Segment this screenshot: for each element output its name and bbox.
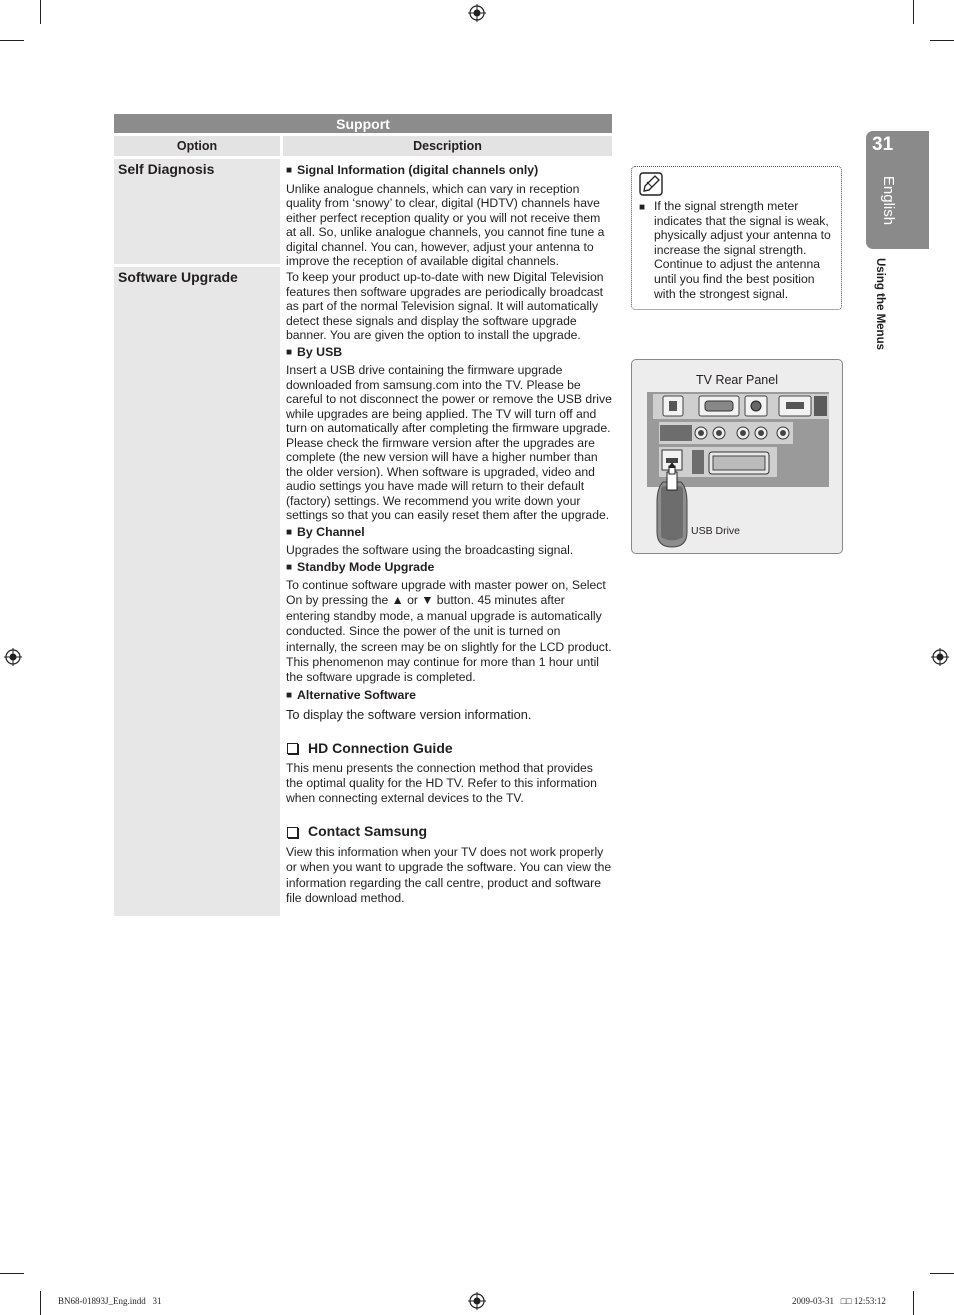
option-cell — [114, 267, 280, 916]
checkbox-bullet-icon — [287, 743, 298, 754]
usb-drive-label: USB Drive — [691, 525, 741, 537]
description-cell — [286, 270, 612, 906]
crop-mark — [40, 0, 41, 24]
panel-title: TV Rear Panel — [696, 373, 778, 387]
bullet-square-icon: ■ — [286, 689, 293, 701]
chapter-tab — [866, 131, 929, 249]
bullet-square-icon: ■ — [639, 202, 646, 213]
registration-mark-icon — [931, 648, 949, 666]
bullet-square-icon: ■ — [286, 165, 293, 176]
paragraph: This menu presents the connection method that provides the optimal quality for the HD TV. Refer to this information when connecting external devices to the TV. — [286, 761, 597, 806]
subheading: ■ By Channel — [286, 524, 365, 539]
column-header-option: Option — [114, 136, 280, 156]
crop-mark — [913, 1291, 914, 1315]
note-pencil-icon — [639, 172, 663, 196]
language-label-wrap — [872, 176, 902, 236]
crop-mark — [930, 40, 954, 41]
bullet-square-icon: ■ — [286, 561, 293, 573]
paragraph: To continue software upgrade with master power on, Select On by pressing the ▲ or ▼ button. 45 minutes after entering standby mode, a manual upgrade is automatically conducted. Since the power of the unit is turned on internally, the screen may be on slightly for the LCD product. This phenomenon may continue for more than 1 hour until the software upgrade is completed. — [286, 578, 612, 685]
registration-mark-icon — [4, 648, 22, 666]
note-text: If the signal strength meter indicates that the signal is weak, physically adjust your antenna to increase the signal strength. Continue to adjust the antenna until you find the best position with the strongest signal. — [654, 199, 831, 301]
crop-mark — [913, 0, 914, 24]
paragraph: Insert a USB drive containing the firmware upgrade downloaded from samsung.com into the TV. Please be careful to not disconnect the power or remove the USB drive while upgrades are being applied. The TV will turn off and turn on automatically after completing the firmware upgrade. Please check the firmware version after the upgrades are complete (the new version will have a higher number than the older version). When software is upgraded, video and audio settings you have made will return to their default (factory) settings. We recommend you write down your settings so that you can easily reset them after the upgrade. — [286, 363, 612, 522]
option-self-diagnosis: Self Diagnosis — [118, 161, 215, 177]
crop-mark — [0, 1273, 24, 1274]
section-heading: Contact Samsung — [286, 824, 612, 839]
paragraph: Upgrades the software using the broadcasting signal. — [286, 543, 574, 557]
section-heading: HD Connection Guide — [286, 741, 612, 756]
option-cell — [114, 159, 280, 264]
paragraph: To display the software version information. — [286, 707, 532, 723]
footer-timestamp: 2009-03-31 □□ 12:53:12 — [792, 1296, 886, 1306]
description-cell — [286, 161, 612, 269]
crop-mark — [40, 1291, 41, 1315]
note-box — [631, 166, 842, 310]
crop-mark — [930, 1273, 954, 1274]
language-label: English — [880, 175, 898, 226]
paragraph: To keep your product up-to-date with new Digital Television features then software upgrades are periodically broadcast as part of the normal Television signal. It will automatically detect these signals and display the software upgrade banner. You are given the option to install the upgrade. — [286, 270, 604, 342]
crop-mark — [0, 40, 24, 41]
section-label-wrap — [862, 258, 892, 358]
subheading: ■ Signal Information (digital channels only) — [286, 163, 539, 177]
checkbox-bullet-icon — [287, 827, 298, 838]
option-software-upgrade: Software Upgrade — [118, 269, 238, 285]
subheading: ■ Standby Mode Upgrade — [286, 559, 435, 574]
table-title: Support — [114, 114, 612, 133]
bullet-square-icon: ■ — [286, 526, 293, 538]
page-number: 31 — [872, 134, 894, 155]
subheading: ■ Alternative Software — [286, 687, 416, 702]
column-header-description: Description — [283, 136, 612, 156]
paragraph: Unlike analogue channels, which can vary in reception quality from ‘snowy’ to clear, digital (HDTV) channels have either perfect reception quality or you will not receive them at all. So, unlike analogue channels, you cannot fine tune a digital channel. You can, however, adjust your antenna to improve the reception of available digital channels. — [286, 181, 605, 268]
tv-rear-panel-figure — [631, 359, 843, 554]
registration-mark-icon — [468, 4, 486, 22]
subheading: ■ By USB — [286, 344, 343, 359]
paragraph: View this information when your TV does not work properly or when you want to upgrade the software. You can view the information regarding the call centre, product and software file download method. — [286, 844, 612, 906]
registration-mark-icon — [468, 1292, 486, 1310]
footer-file: BN68-01893J_Eng.indd 31 — [58, 1296, 162, 1306]
bullet-square-icon: ■ — [286, 346, 293, 358]
section-label: Using the Menus — [874, 257, 887, 351]
